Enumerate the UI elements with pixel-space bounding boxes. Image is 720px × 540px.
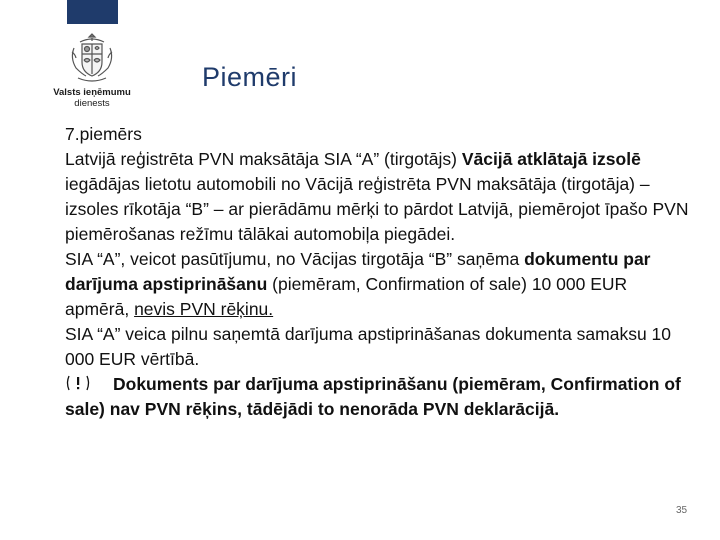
p2-bold: dokumentu par darījuma apstiprināšanu [65,249,651,294]
warning-paragraph [65,372,695,422]
p2-underlined: nevis PVN rēķinu. [134,299,274,319]
p1-text-c: iegādājas lietotu automobili no Vācijā reģistrēta PVN maksātāja (tirgotāja) – izsoles rīkotāja “B” – ar pierādāmu mērķi to pārdot Latvijā, piemērojot īpašo PVN piemērošanas režīmu tālākai automobiļa piegādei. [65,174,689,244]
paragraph-2 [65,247,695,322]
p2-text-a: SIA “A”, veicot pasūtījumu, no Vācijas tirgotāja “B” saņēma [65,249,525,269]
logo-text [50,87,134,109]
example-heading: 7.piemērs [65,124,142,144]
paragraph-3: SIA “A” veica pilnu saņemtā darījuma apstiprināšanas dokumenta samaksu 10 000 EUR vērtībā. [65,324,672,369]
warning-text: Dokuments par darījuma apstiprināšanu (piemēram, Confirmation of sale) nav PVN rēķins, tādējādi to nenorāda PVN deklarācijā. [65,374,681,419]
coat-of-arms-icon [62,30,122,86]
page-title: Piemēri [202,62,298,92]
logo [50,30,134,120]
p1-bold: Vācijā atklātajā izsolē [461,149,641,169]
exclamation-icon [65,373,91,393]
page-number: 35 [676,505,688,516]
org-name: Valsts ieņēmumu [53,87,131,98]
org-subtitle: dienests [74,98,110,109]
paragraph-1 [65,147,695,247]
brand-color-bar [67,0,118,24]
slide-content [65,122,695,422]
p1-text-a: Latvijā reģistrēta PVN maksātāja SIA “A” (tirgotājs) [65,149,462,169]
p2-text-c: (piemēram, Confirmation of sale) 10 000 EUR apmērā, [65,274,628,319]
